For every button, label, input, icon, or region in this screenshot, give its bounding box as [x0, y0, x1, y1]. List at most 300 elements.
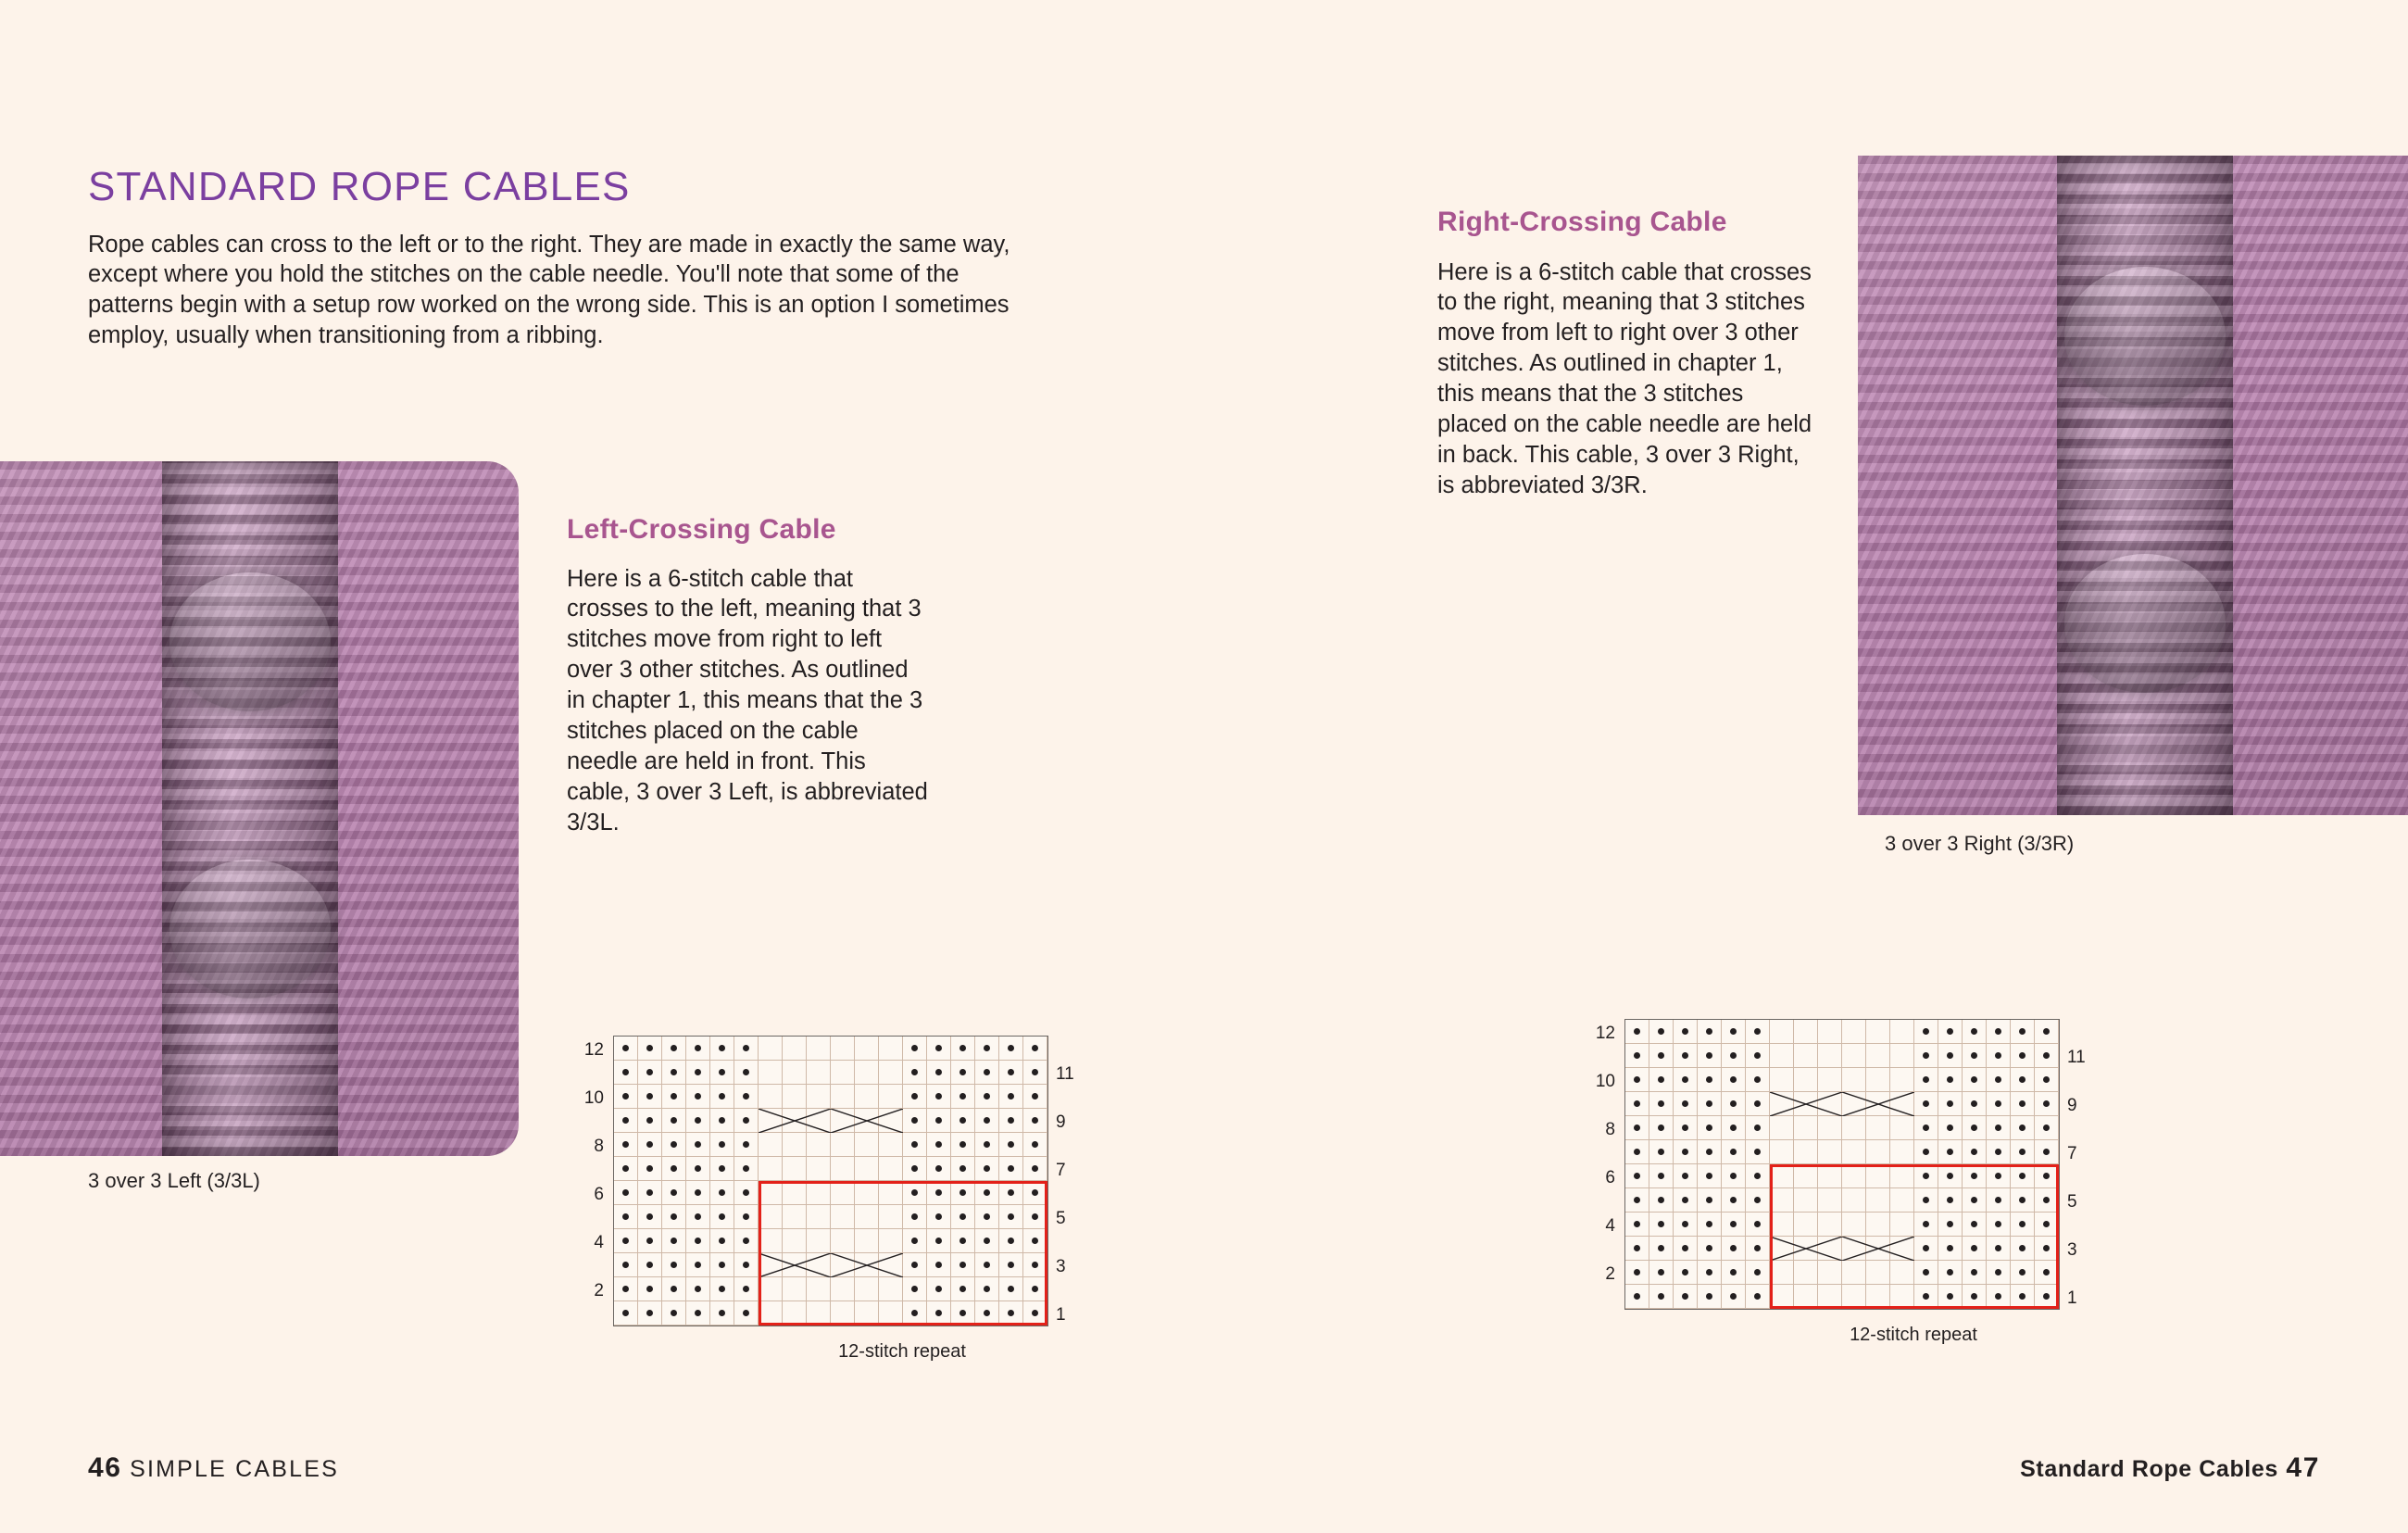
chart-cell-purl [1649, 1044, 1674, 1068]
chart-cell-knit [879, 1085, 903, 1109]
chart-cell-knit [879, 1253, 903, 1277]
chart-cell-knit [855, 1277, 879, 1301]
chart-cell-purl [1649, 1068, 1674, 1092]
chart-cell-knit [1818, 1164, 1842, 1188]
chart-cell-knit [831, 1133, 855, 1157]
chart-cell-knit [879, 1109, 903, 1133]
chart-cell-knit [1818, 1068, 1842, 1092]
chart-cell-purl [1987, 1116, 2011, 1140]
chart-cell-knit [783, 1085, 807, 1109]
chart-cell-purl [903, 1109, 927, 1133]
chart-cell-purl [662, 1277, 686, 1301]
chart-cell-knit [855, 1085, 879, 1109]
chart-cell-knit [1818, 1044, 1842, 1068]
chart-cell-purl [927, 1085, 951, 1109]
chart-cell-knit [783, 1061, 807, 1085]
chart-cell-purl [1625, 1068, 1649, 1092]
chart-cell-purl [1938, 1285, 1963, 1309]
chart-cell-purl [927, 1061, 951, 1085]
chart-cell-purl [1625, 1261, 1649, 1285]
chart-right-crossing [1586, 1019, 2086, 1345]
chart-cell-purl [1722, 1261, 1746, 1285]
chart-cell-purl [975, 1061, 999, 1085]
chart-cell-purl [1963, 1092, 1987, 1116]
chart-cell-purl [2011, 1020, 2035, 1044]
chart-row-number-even: 2 [1605, 1264, 1615, 1284]
chart-cell-knit [1866, 1044, 1890, 1068]
chart-cell-knit [855, 1109, 879, 1133]
chart-cell-purl [903, 1133, 927, 1157]
chart-cell-purl [1938, 1116, 1963, 1140]
chart-row-number-even: 12 [583, 1040, 604, 1060]
chart-cell-knit [807, 1037, 831, 1061]
chart-cell-purl [686, 1277, 710, 1301]
chart-cell-purl [1914, 1020, 1938, 1044]
chart-cell-knit [1866, 1213, 1890, 1237]
chart-cell-purl [1938, 1044, 1963, 1068]
chart-cell-purl [927, 1277, 951, 1301]
chart-cell-purl [686, 1229, 710, 1253]
chart-cell-purl [903, 1301, 927, 1326]
chart-cell-knit [1842, 1164, 1866, 1188]
chart-cell-purl [1698, 1140, 1722, 1164]
chart-cell-purl [686, 1253, 710, 1277]
chart-cell-purl [1023, 1037, 1047, 1061]
chart-cell-knit [1794, 1261, 1818, 1285]
chart-cell-purl [614, 1157, 638, 1181]
chart-cell-purl [975, 1277, 999, 1301]
chart-cell-knit [759, 1061, 783, 1085]
chart-cell-purl [1746, 1164, 1770, 1188]
chart-cell-knit [1890, 1020, 1914, 1044]
chart-cell-knit [1842, 1140, 1866, 1164]
chart-cell-knit [1890, 1092, 1914, 1116]
chart-cell-purl [1746, 1261, 1770, 1285]
chart-cell-knit [1866, 1237, 1890, 1261]
chart-cell-purl [734, 1157, 759, 1181]
chart-cell-purl [1938, 1092, 1963, 1116]
chart-cell-purl [1674, 1237, 1698, 1261]
chart-cell-purl [614, 1133, 638, 1157]
chart-cell-knit [1770, 1213, 1794, 1237]
chart-cell-purl [1722, 1092, 1746, 1116]
chart-cell-purl [975, 1037, 999, 1061]
chart-cell-knit [855, 1037, 879, 1061]
chart-cell-knit [1770, 1068, 1794, 1092]
chart-cell-purl [927, 1205, 951, 1229]
chart-cell-purl [2035, 1164, 2059, 1188]
chart-cell-purl [1914, 1188, 1938, 1213]
chart-cell-purl [951, 1181, 975, 1205]
chart-holder [1586, 1019, 2086, 1345]
chart-cell-purl [1674, 1068, 1698, 1092]
chart-cell-purl [1938, 1261, 1963, 1285]
chart-cell-knit [807, 1085, 831, 1109]
subheading-right-crossing: Right-Crossing Cable [1437, 206, 1727, 237]
chart-cell-knit [1866, 1092, 1890, 1116]
chart-cell-purl [614, 1037, 638, 1061]
chart-cell-purl [638, 1277, 662, 1301]
chart-cell-purl [2035, 1285, 2059, 1309]
chart-cell-purl [1722, 1068, 1746, 1092]
chart-cell-purl [951, 1133, 975, 1157]
chart-cell-knit [1818, 1188, 1842, 1213]
chart-cell-purl [1914, 1092, 1938, 1116]
chart-cell-purl [975, 1229, 999, 1253]
chart-cell-purl [1674, 1092, 1698, 1116]
chart-cell-purl [1746, 1092, 1770, 1116]
chart-cell-knit [831, 1181, 855, 1205]
chart-cell-knit [1794, 1285, 1818, 1309]
chart-cell-purl [1023, 1133, 1047, 1157]
chart-cell-purl [1649, 1092, 1674, 1116]
chart-cell-knit [1866, 1188, 1890, 1213]
chart-cell-knit [855, 1229, 879, 1253]
chart-cell-purl [734, 1253, 759, 1277]
chart-cell-knit [831, 1229, 855, 1253]
chart-left-crossing [574, 1036, 1074, 1362]
chart-cell-knit [759, 1205, 783, 1229]
swatch-photo-left-crossing [0, 461, 519, 1156]
chart-cell-purl [999, 1205, 1023, 1229]
chart-cell-purl [975, 1301, 999, 1326]
chart-cell-knit [1794, 1092, 1818, 1116]
chart-cell-purl [2011, 1261, 2035, 1285]
chart-cell-purl [638, 1205, 662, 1229]
chart-cell-purl [951, 1301, 975, 1326]
chart-cell-purl [1023, 1109, 1047, 1133]
chart-cell-knit [855, 1061, 879, 1085]
chart-cell-purl [662, 1181, 686, 1205]
chart-cell-purl [662, 1157, 686, 1181]
chart-cell-knit [1842, 1020, 1866, 1044]
chart-cell-purl [2035, 1020, 2059, 1044]
chart-cell-knit [1890, 1164, 1914, 1188]
chart-cell-purl [2035, 1188, 2059, 1213]
chart-cell-purl [686, 1061, 710, 1085]
chart-cell-purl [2035, 1237, 2059, 1261]
chart-cell-purl [1674, 1140, 1698, 1164]
chart-cell-purl [686, 1085, 710, 1109]
chart-cell-purl [734, 1205, 759, 1229]
chart-cell-purl [999, 1253, 1023, 1277]
chart-cell-purl [1963, 1068, 1987, 1092]
chart-cell-knit [807, 1253, 831, 1277]
chart-cell-purl [927, 1301, 951, 1326]
chart-cell-purl [638, 1109, 662, 1133]
chart-cell-knit [783, 1181, 807, 1205]
chart-cell-purl [999, 1229, 1023, 1253]
chart-cell-knit [855, 1253, 879, 1277]
chart-row-number-odd: 1 [1056, 1305, 1066, 1325]
subheading-left-crossing: Left-Crossing Cable [567, 513, 836, 545]
chart-cell-purl [1746, 1020, 1770, 1044]
chart-cell-purl [614, 1109, 638, 1133]
chart-cell-knit [1818, 1092, 1842, 1116]
chart-cell-knit [879, 1205, 903, 1229]
chart-cell-purl [1722, 1285, 1746, 1309]
chart-cell-knit [1842, 1068, 1866, 1092]
chart-cell-purl [1987, 1237, 2011, 1261]
chart-cell-knit [1794, 1140, 1818, 1164]
cable-texture [162, 461, 338, 1156]
chart-cell-knit [1866, 1068, 1890, 1092]
chart-cell-knit [831, 1205, 855, 1229]
chart-row-number-even: 12 [1595, 1024, 1615, 1043]
chart-cell-purl [1698, 1213, 1722, 1237]
chart-cell-knit [1866, 1261, 1890, 1285]
chart-cell-knit [831, 1253, 855, 1277]
chart-cell-purl [662, 1061, 686, 1085]
chart-cell-knit [1890, 1068, 1914, 1092]
chart-cell-purl [2011, 1140, 2035, 1164]
chart-cell-knit [1770, 1188, 1794, 1213]
chart-cell-knit [807, 1301, 831, 1326]
chart-cell-purl [1746, 1140, 1770, 1164]
page-number-left: 46 [88, 1452, 122, 1483]
chart-cell-purl [734, 1301, 759, 1326]
chart-cell-purl [1023, 1229, 1047, 1253]
chart-cell-purl [999, 1085, 1023, 1109]
chart-cell-purl [1674, 1213, 1698, 1237]
chart-cell-knit [759, 1133, 783, 1157]
chart-cell-knit [1770, 1237, 1794, 1261]
chart-cell-knit [783, 1037, 807, 1061]
chart-cell-purl [1914, 1237, 1938, 1261]
chart-cell-purl [1649, 1020, 1674, 1044]
chart-cell-purl [638, 1229, 662, 1253]
swatch-photo-right-crossing [1858, 156, 2408, 815]
chart-cell-purl [2011, 1285, 2035, 1309]
chart-cell-purl [1023, 1277, 1047, 1301]
chart-row-number-odd: 5 [2067, 1192, 2077, 1212]
chart-cell-purl [1963, 1140, 1987, 1164]
chart-cell-knit [759, 1181, 783, 1205]
chart-cell-purl [614, 1253, 638, 1277]
chart-cell-knit [1842, 1285, 1866, 1309]
chart-cell-knit [1842, 1213, 1866, 1237]
stitch-chart-grid [1624, 1019, 2060, 1310]
chart-cell-purl [686, 1157, 710, 1181]
chart-cell-purl [686, 1133, 710, 1157]
chart-cell-purl [1963, 1188, 1987, 1213]
chart-cell-purl [1674, 1020, 1698, 1044]
chart-cell-purl [1914, 1140, 1938, 1164]
chart-cell-knit [807, 1133, 831, 1157]
chart-cell-purl [734, 1229, 759, 1253]
repeat-caption: 12-stitch repeat [838, 1341, 966, 1362]
chart-cell-purl [662, 1253, 686, 1277]
chart-cell-purl [1698, 1068, 1722, 1092]
chart-cell-purl [2035, 1261, 2059, 1285]
chart-cell-purl [1674, 1116, 1698, 1140]
chart-cell-knit [1794, 1213, 1818, 1237]
chart-cell-purl [927, 1109, 951, 1133]
chart-cell-purl [1023, 1181, 1047, 1205]
chart-cell-purl [1963, 1164, 1987, 1188]
chart-cell-purl [975, 1253, 999, 1277]
chart-cell-knit [759, 1301, 783, 1326]
chart-cell-purl [1649, 1188, 1674, 1213]
chart-cell-knit [831, 1037, 855, 1061]
chart-cell-knit [1842, 1261, 1866, 1285]
chart-cell-purl [999, 1133, 1023, 1157]
chart-cell-purl [1746, 1237, 1770, 1261]
chart-cell-knit [1866, 1116, 1890, 1140]
chart-cell-knit [783, 1301, 807, 1326]
chart-cell-purl [662, 1133, 686, 1157]
chart-cell-purl [951, 1109, 975, 1133]
chart-cell-purl [903, 1085, 927, 1109]
chart-cell-purl [1674, 1285, 1698, 1309]
chart-cell-knit [783, 1133, 807, 1157]
chart-cell-purl [1914, 1044, 1938, 1068]
chart-cell-purl [1914, 1164, 1938, 1188]
chart-cell-purl [1746, 1044, 1770, 1068]
chart-row-number-odd: 7 [2067, 1144, 2077, 1163]
chart-cell-purl [927, 1229, 951, 1253]
chart-cell-purl [2035, 1092, 2059, 1116]
chart-cell-purl [903, 1205, 927, 1229]
chart-row-number-odd: 9 [1056, 1112, 1066, 1132]
chart-cell-knit [1842, 1188, 1866, 1213]
chart-cell-purl [1023, 1253, 1047, 1277]
chart-cell-purl [710, 1205, 734, 1229]
chart-cell-purl [710, 1037, 734, 1061]
chart-cell-purl [1746, 1188, 1770, 1213]
chart-cell-purl [614, 1061, 638, 1085]
chart-cell-purl [734, 1085, 759, 1109]
chart-cell-purl [1914, 1285, 1938, 1309]
chart-cell-purl [1963, 1237, 1987, 1261]
chart-cell-purl [1938, 1140, 1963, 1164]
chart-cell-purl [2035, 1044, 2059, 1068]
chart-cell-purl [662, 1085, 686, 1109]
chart-cell-purl [1023, 1085, 1047, 1109]
chart-cell-knit [831, 1061, 855, 1085]
chart-cell-purl [686, 1181, 710, 1205]
chart-cell-purl [734, 1181, 759, 1205]
chart-cell-knit [1770, 1140, 1794, 1164]
chart-cell-knit [1890, 1261, 1914, 1285]
chart-cell-purl [951, 1061, 975, 1085]
chart-cell-purl [1963, 1044, 1987, 1068]
chart-row-number-odd: 11 [2067, 1048, 2086, 1067]
chart-cell-knit [783, 1157, 807, 1181]
chart-row-number-odd: 11 [1056, 1064, 1074, 1084]
chart-cell-purl [686, 1301, 710, 1326]
chart-cell-knit [1818, 1116, 1842, 1140]
chart-cell-purl [1023, 1061, 1047, 1085]
chart-cell-purl [927, 1037, 951, 1061]
chart-cell-purl [927, 1157, 951, 1181]
chart-cell-purl [1938, 1237, 1963, 1261]
footer-left [88, 1452, 339, 1484]
body-text-left-crossing: Here is a 6-stitch cable that crosses to the left, meaning that 3 stitches move from right to left over 3 other stitches. As outlined in chapter 1, this means that the 3 stitches placed on the cable needle are held in front. This cable, 3 over 3 Left, is abbreviated 3/3L. [567, 565, 928, 836]
chart-cell-purl [638, 1133, 662, 1157]
chart-cell-purl [1649, 1164, 1674, 1188]
chart-cell-purl [1746, 1116, 1770, 1140]
chart-cell-purl [1649, 1116, 1674, 1140]
body-text-right-crossing: Here is a 6-stitch cable that crosses to the right, meaning that 3 stitches move from left to right over 3 other stitches. As outlined in chapter 1, this means that the 3 stitches placed on the cable needle are held in back. This cable, 3 over 3 Right, is abbreviated 3/3R. [1437, 258, 1812, 498]
chart-cell-knit [1770, 1285, 1794, 1309]
chart-cell-purl [1625, 1164, 1649, 1188]
chart-cell-purl [1698, 1092, 1722, 1116]
chart-cell-knit [783, 1229, 807, 1253]
page-title: STANDARD ROPE CABLES [88, 164, 631, 210]
chart-cell-knit [1842, 1044, 1866, 1068]
chart-cell-purl [1625, 1285, 1649, 1309]
repeat-caption: 12-stitch repeat [1850, 1325, 1977, 1345]
chart-cell-purl [1698, 1237, 1722, 1261]
chart-cell-purl [999, 1181, 1023, 1205]
chart-cell-knit [783, 1109, 807, 1133]
chart-cell-purl [1625, 1237, 1649, 1261]
chart-cell-purl [951, 1157, 975, 1181]
chart-cell-purl [1987, 1261, 2011, 1285]
chart-cell-purl [1987, 1188, 2011, 1213]
chart-cell-purl [903, 1277, 927, 1301]
chart-cell-purl [1698, 1188, 1722, 1213]
chart-cell-purl [1649, 1140, 1674, 1164]
chart-cell-purl [614, 1301, 638, 1326]
chart-cell-knit [807, 1157, 831, 1181]
chart-cell-knit [879, 1229, 903, 1253]
chart-cell-knit [1794, 1164, 1818, 1188]
chart-cell-purl [1987, 1068, 2011, 1092]
chart-cell-knit [855, 1205, 879, 1229]
chart-cell-purl [2011, 1188, 2035, 1213]
chart-cell-knit [1890, 1285, 1914, 1309]
chart-cell-purl [951, 1037, 975, 1061]
chart-cell-purl [1625, 1092, 1649, 1116]
chart-cell-purl [1698, 1285, 1722, 1309]
chart-cell-purl [614, 1181, 638, 1205]
chart-cell-purl [638, 1181, 662, 1205]
chart-cell-purl [2035, 1213, 2059, 1237]
chart-cell-purl [1674, 1261, 1698, 1285]
chart-cell-knit [879, 1157, 903, 1181]
chart-cell-knit [1770, 1092, 1794, 1116]
chart-cell-purl [999, 1157, 1023, 1181]
chart-cell-purl [1746, 1285, 1770, 1309]
chart-cell-knit [831, 1085, 855, 1109]
chart-cell-purl [1023, 1301, 1047, 1326]
chart-cell-purl [975, 1157, 999, 1181]
chart-cell-purl [734, 1277, 759, 1301]
chart-row-number-even: 10 [583, 1088, 604, 1108]
chart-cell-knit [783, 1253, 807, 1277]
chart-cell-purl [999, 1301, 1023, 1326]
chart-cell-purl [662, 1301, 686, 1326]
chart-cell-knit [807, 1061, 831, 1085]
chart-cell-knit [1818, 1237, 1842, 1261]
chart-cell-knit [807, 1109, 831, 1133]
chart-cell-purl [1938, 1213, 1963, 1237]
chart-cell-purl [2011, 1164, 2035, 1188]
chart-cell-purl [1987, 1020, 2011, 1044]
chart-cell-purl [1938, 1020, 1963, 1044]
chart-cell-purl [1938, 1068, 1963, 1092]
chart-cell-purl [1938, 1164, 1963, 1188]
chart-cell-purl [1963, 1116, 1987, 1140]
chart-cell-purl [734, 1061, 759, 1085]
chart-cell-purl [1625, 1140, 1649, 1164]
chart-cell-purl [1963, 1020, 1987, 1044]
chart-cell-knit [831, 1277, 855, 1301]
chart-cell-knit [1818, 1261, 1842, 1285]
chart-cell-purl [1722, 1044, 1746, 1068]
